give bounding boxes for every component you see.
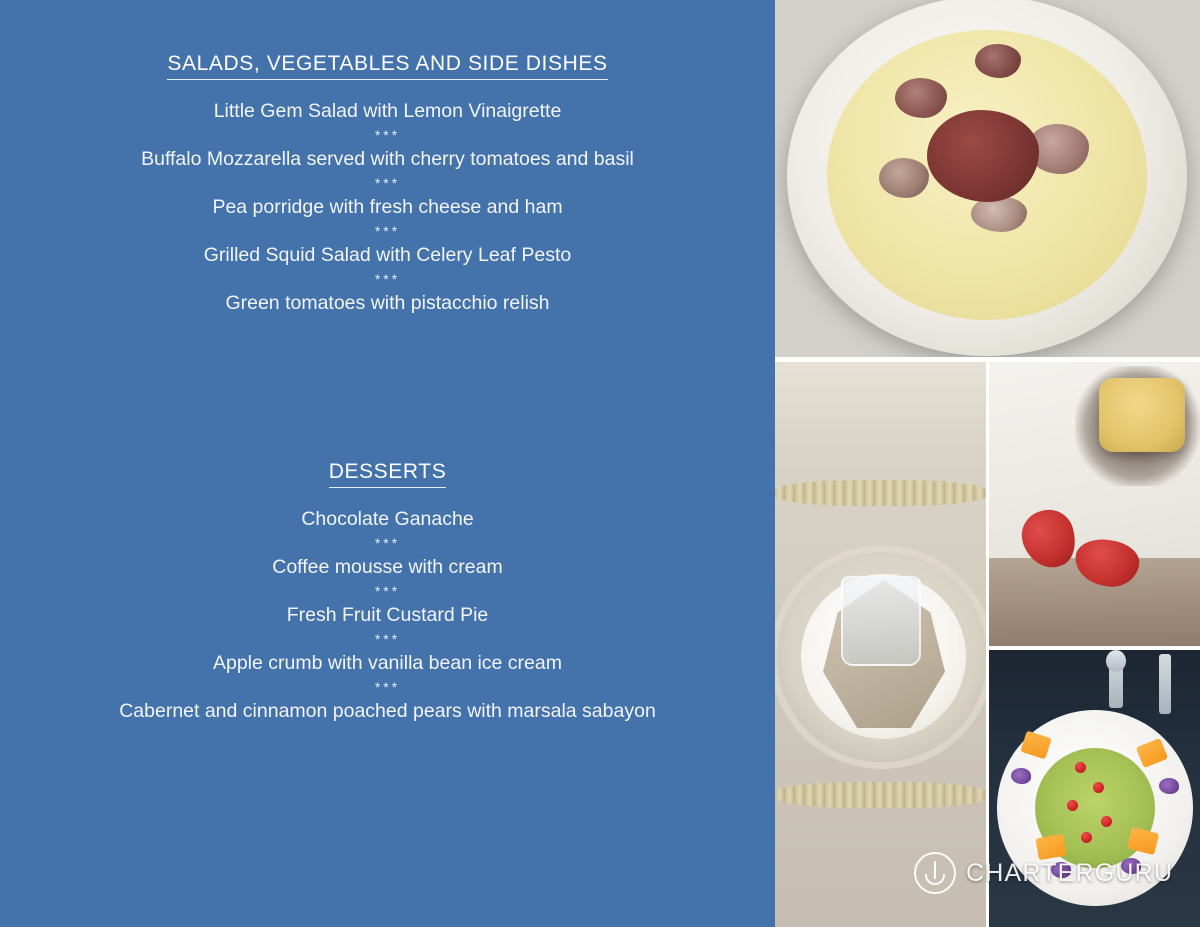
redcurrant-berry	[1101, 816, 1112, 827]
photo-collage	[775, 0, 1200, 927]
list-item: Little Gem Salad with Lemon Vinaigrette	[213, 100, 562, 122]
drinking-glass-shape	[841, 576, 921, 666]
dish-separator: ***	[374, 271, 401, 287]
beaded-decor	[775, 480, 986, 506]
dish-list-desserts	[0, 504, 775, 726]
redcurrant-berry	[1093, 782, 1104, 793]
octopus-piece	[927, 110, 1039, 202]
list-item: Pea porridge with fresh cheese and ham	[212, 196, 563, 218]
table-setting-photo	[775, 362, 986, 927]
list-item: Green tomatoes with pistacchio relish	[225, 292, 550, 314]
octopus-piece	[895, 78, 947, 118]
dish-separator: ***	[374, 631, 401, 647]
list-item: Chocolate Ganache	[301, 508, 474, 530]
chocolate-dessert-photo	[989, 362, 1200, 646]
list-item: Cabernet and cinnamon poached pears with marsala sabayon	[119, 700, 656, 722]
beaded-decor	[775, 782, 986, 808]
dish-separator: ***	[374, 535, 401, 551]
section-title-salads: SALADS, VEGETABLES AND SIDE DISHES	[167, 52, 607, 80]
dish-separator: ***	[374, 175, 401, 191]
watermark-label: CHARTERGURU	[966, 858, 1174, 887]
spoon-head-shape	[1106, 650, 1126, 672]
violet-petal	[1011, 768, 1031, 784]
dish-separator: ***	[374, 679, 401, 695]
list-item: Grilled Squid Salad with Celery Leaf Pesto	[203, 244, 572, 266]
dish-separator: ***	[374, 223, 401, 239]
dish-list-salads	[0, 96, 775, 318]
menu-section-desserts	[0, 460, 775, 726]
redcurrant-berry	[1081, 832, 1092, 843]
redcurrant-berry	[1075, 762, 1086, 773]
octopus-piece	[879, 158, 929, 198]
fork-shape	[1159, 654, 1171, 714]
watermark	[914, 852, 1173, 894]
menu-section-salads	[0, 52, 775, 318]
list-item: Fresh Fruit Custard Pie	[286, 604, 489, 626]
list-item: Apple crumb with vanilla bean ice cream	[212, 652, 562, 674]
dish-separator: ***	[374, 127, 401, 143]
octopus-piece	[975, 44, 1021, 78]
octopus-soup-photo	[775, 0, 1200, 357]
list-item: Coffee mousse with cream	[272, 556, 503, 578]
redcurrant-berry	[1067, 800, 1078, 811]
violet-petal	[1159, 778, 1179, 794]
list-item: Buffalo Mozzarella served with cherry tomatoes and basil	[141, 148, 634, 170]
anchor-icon	[914, 852, 956, 894]
dish-separator: ***	[374, 583, 401, 599]
section-title-desserts: DESSERTS	[329, 460, 447, 488]
dessert-quenelle-shape	[1099, 378, 1185, 452]
tablecloth-shape	[775, 362, 986, 472]
